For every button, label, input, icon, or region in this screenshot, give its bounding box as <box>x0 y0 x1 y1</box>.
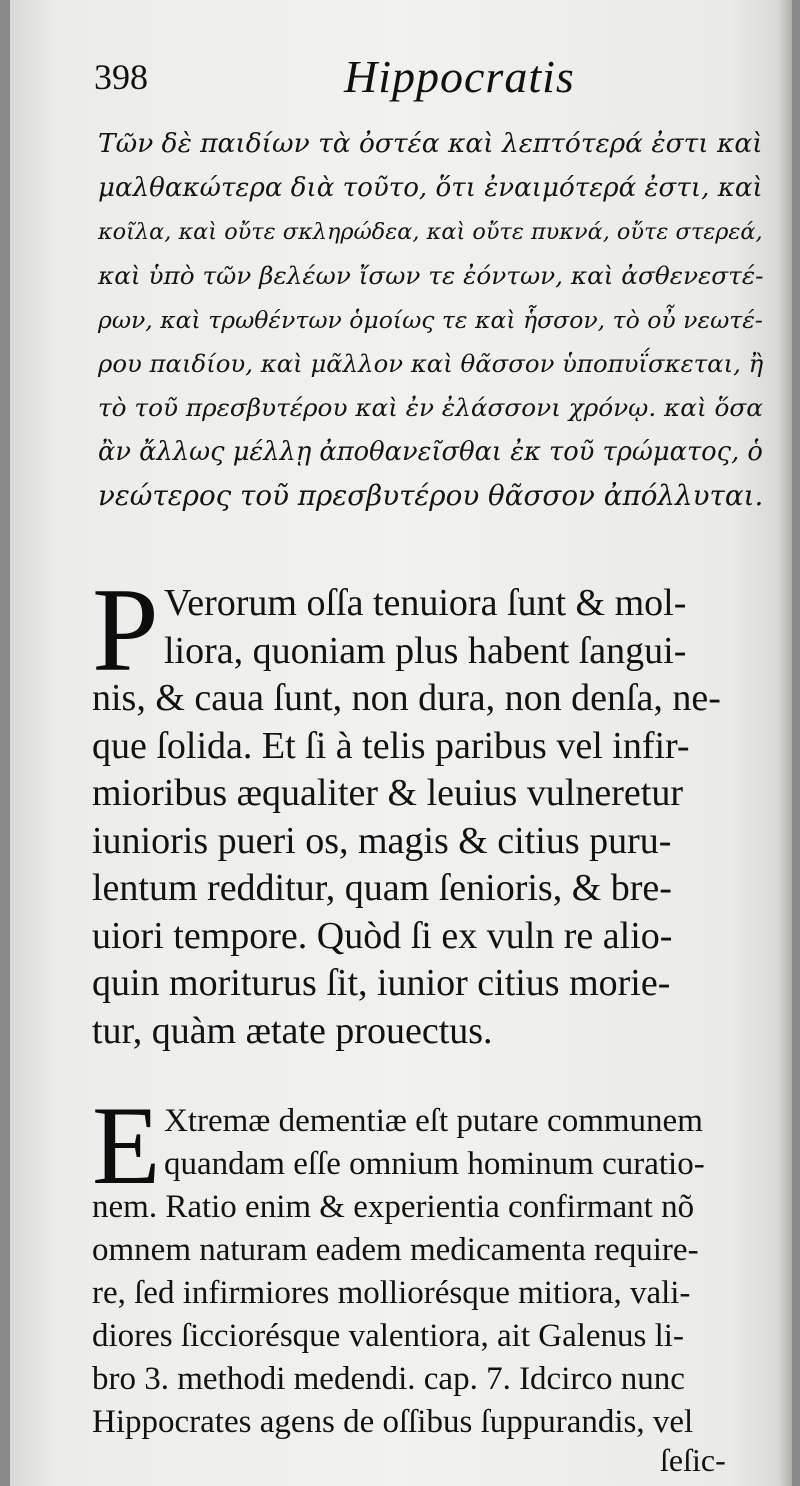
greek-line: κοῖλα, καὶ οὔτε σκληρώδεα, καὶ οὔτε πυκνά, οὔτε στερεά, <box>98 219 763 245</box>
greek-line: τὸ τοῦ πρεσβυτέρου καὶ ἐν ἐλάσσονι χρόνῳ. καὶ ὅσα <box>98 393 763 422</box>
latin-line: omnem naturam eadem medicamenta require- <box>92 1232 699 1268</box>
running-title: Hippocratis <box>344 51 575 102</box>
greek-line: ἂν ἄλλως μέλλῃ ἀποθανεῖσθαι ἐκ τοῦ τρώματος, ὁ <box>98 437 763 467</box>
latin-line: diores ſicciorésque valentiora, ait Galenus li- <box>92 1318 684 1354</box>
latin-line: que ſolida. Et ſi à telis paribus vel infir- <box>92 724 690 767</box>
latin-line: iunioris pueri os, magis & citius puru- <box>92 819 672 862</box>
latin-line: re, ſed infirmiores molliorésque mitiora, vali- <box>92 1275 691 1311</box>
latin-line: Verorum oſſa tenuiora ſunt & mol- <box>164 582 687 624</box>
greek-line: καὶ ὑπὸ τῶν βελέων ἴσων τε ἐόντων, καὶ ἀσθενεστέ- <box>98 261 764 290</box>
latin-line: mioribus æqualiter & leuius vulneretur <box>92 772 684 814</box>
latin-line: liora, quoniam plus habent ſangui- <box>164 629 687 672</box>
page-number: 398 <box>94 57 148 97</box>
latin-line: Hippocrates agens de oſſibus ſuppurandis, vel <box>92 1404 694 1440</box>
page-edge-shadow <box>778 0 792 1486</box>
latin-paragraph-1 <box>92 563 782 1055</box>
latin-line: lentum redditur, quam ſenioris, & bre- <box>92 867 672 909</box>
latin-line: quandam eſſe omnium hominum curatio- <box>164 1146 705 1182</box>
latin-line: uiori tempore. Quòd ſi ex vuln re alio- <box>92 914 673 957</box>
latin-line: Xtremæ dementiæ eſt putare communem <box>164 1103 703 1139</box>
greek-line: ρου παιδίου, καὶ μᾶλλον καὶ θᾶσσον ὑποπυΐσκεται, ἢ <box>98 349 764 378</box>
page-header <box>94 50 774 100</box>
latin-line: tur, quàm ætate prouectus. <box>92 1009 493 1052</box>
drop-cap: E <box>92 1084 161 1208</box>
latin-line: bro 3. methodi medendi. cap. 7. Idcirco nunc <box>92 1361 685 1397</box>
greek-line: μαλθακώτερα διὰ τοῦτο, ὅτι ἐναιμότερά ἐστι, καὶ <box>98 173 763 203</box>
greek-passage <box>98 122 770 518</box>
drop-cap: P <box>92 563 159 696</box>
greek-line: ρων, καὶ τρωθέντων ὁμοίως τε καὶ ἧσσον, τὸ οὖ νεωτέ- <box>98 306 763 334</box>
catchword: ſeſic- <box>660 1442 726 1478</box>
latin-line: quin moriturus ſit, iunior citius morie- <box>92 962 671 1004</box>
greek-line: νεώτερος τοῦ πρεσβυτέρου θᾶσσον ἀπόλλυται. <box>98 479 764 512</box>
greek-line: Τῶν δὲ παιδίων τὰ ὀστέα καὶ λεπτότερά ἐστι καὶ <box>98 128 763 159</box>
latin-line: nis, & caua ſunt, non dura, non denſa, ne- <box>92 677 721 719</box>
latin-paragraph-2 <box>92 1084 782 1444</box>
latin-line: nem. Ratio enim & experientia confirmant nõ <box>92 1189 695 1225</box>
book-page <box>10 0 792 1486</box>
